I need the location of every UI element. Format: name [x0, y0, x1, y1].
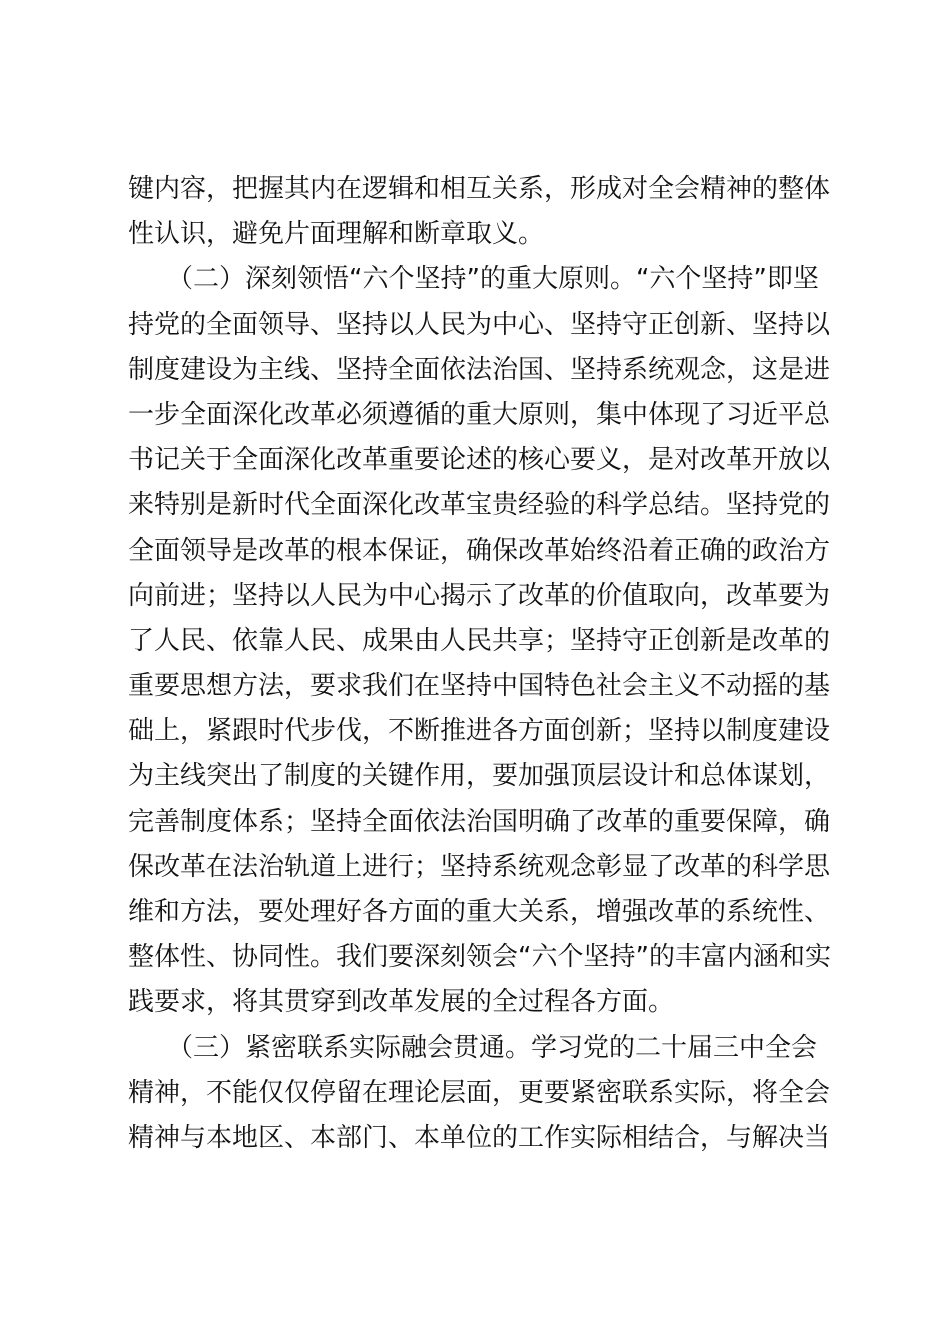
text-line: 为主线突出了制度的关键作用，要加强顶层设计和总体谋划， — [128, 761, 831, 792]
text-line: 保改革在法治轨道上进行；坚持系统观念彰显了改革的科学思 — [128, 851, 831, 882]
text-line: 础上，紧跟时代步伐，不断推进各方面创新；坚持以制度建设 — [128, 716, 831, 747]
text-line: 了人民、依靠人民、成果由人民共享；坚持守正创新是改革的 — [128, 625, 831, 656]
text-line: 全面领导是改革的根本保证，确保改革始终沿着正确的政治方 — [128, 535, 831, 566]
text-line: （二）深刻领悟“六个坚持”的重大原则。“六个坚持”即坚 — [128, 264, 819, 295]
text-line: （三）紧密联系实际融会贯通。学习党的二十届三中全会 — [128, 1032, 818, 1063]
text-line: 精神与本地区、本部门、本单位的工作实际相结合，与解决当 — [128, 1122, 831, 1153]
text-line: 精神，不能仅仅停留在理论层面，更要紧密联系实际，将全会 — [128, 1077, 831, 1108]
text-line: 完善制度体系；坚持全面依法治国明确了改革的重要保障，确 — [128, 806, 831, 837]
text-line: 性认识，避免片面理解和断章取义。 — [128, 219, 545, 250]
text-line: 一步全面深化改革必须遵循的重大原则，集中体现了习近平总 — [128, 399, 831, 430]
text-line: 维和方法，要处理好各方面的重大关系，增强改革的系统性、 — [128, 897, 831, 927]
text-line: 键内容，把握其内在逻辑和相互关系，形成对全会精神的整体 — [128, 174, 831, 204]
text-line: 整体性、协同性。我们要深刻领会“六个坚持”的丰富内涵和实 — [128, 942, 831, 973]
text-line: 重要思想方法，要求我们在坚持中国特色社会主义不动摇的基 — [128, 671, 831, 702]
text-line: 制度建设为主线、坚持全面依法治国、坚持系统观念，这是进 — [128, 354, 831, 385]
text-line: 践要求，将其贯穿到改革发展的全过程各方面。 — [128, 987, 675, 1018]
text-line: 书记关于全面深化改革重要论述的核心要义，是对改革开放以 — [128, 445, 831, 476]
text-line: 来特别是新时代全面深化改革宝贵经验的科学总结。坚持党的 — [128, 490, 831, 521]
document-body — [128, 167, 831, 1161]
text-line: 向前进；坚持以人民为中心揭示了改革的价值取向，改革要为 — [128, 580, 831, 611]
text-line: 持党的全面领导、坚持以人民为中心、坚持守正创新、坚持以 — [128, 309, 831, 340]
